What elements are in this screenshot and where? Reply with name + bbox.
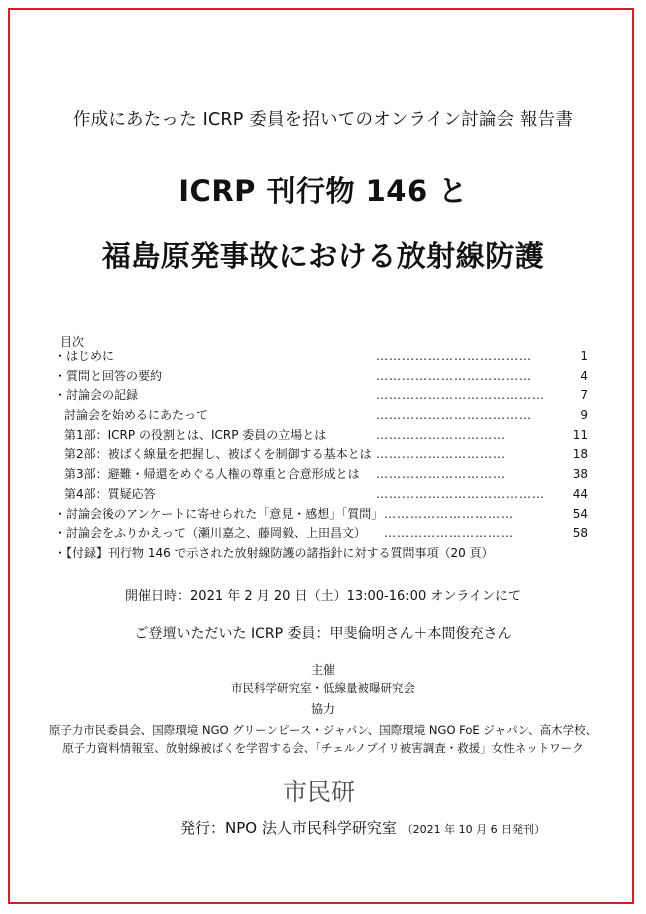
toc-item-page: 11: [572, 427, 588, 442]
toc-item-label: 第2部：被ばく線量を把握し、被ばくを制御する基本とは: [64, 447, 372, 462]
cooperation-heading: 協力: [310, 702, 335, 716]
toc-leader-dots: …………………………: [384, 526, 514, 541]
event-date: 開催日時：2021 年 2 月 20 日（土）13:00-16:00 オンラインにて: [125, 589, 521, 604]
toc-item-page: 7: [580, 388, 588, 403]
toc-leader-dots: …………………………………: [376, 388, 545, 403]
toc-item: [54, 406, 614, 426]
toc-item-label: 第1部：ICRP の役割とは、ICRP 委員の立場とは: [64, 427, 327, 442]
toc-leader-dots: …………………………: [376, 447, 506, 462]
table-of-contents: [54, 347, 614, 544]
toc-leader-dots: ………………………………: [376, 368, 532, 383]
report-subtitle: 作成にあたった ICRP 委員を招いてのオンライン討論会 報告書: [72, 110, 574, 130]
toc-item: [54, 445, 614, 465]
toc-appendix: ・【付録】刊行物 146 で示された放射線防護の諸指針に対する質問事項（20 頁）: [54, 546, 494, 560]
toc-item-label: ・質問と回答の要約: [54, 368, 163, 383]
toc-item-page: 1: [580, 349, 588, 363]
toc-item-page: 54: [572, 506, 588, 521]
toc-leader-dots: ………………………………: [376, 408, 532, 423]
toc-leader-dots: …………………………: [384, 506, 514, 521]
toc-item: [54, 367, 614, 387]
toc-leader-dots: ………………………………: [376, 349, 532, 363]
toc-item: [54, 426, 614, 446]
toc-item-label: 第4部：質疑応答: [64, 486, 156, 501]
toc-item-page: 58: [572, 526, 588, 541]
host-organizations: 市民科学研究室・低線量被曝研究会: [231, 681, 415, 695]
toc-item: [54, 485, 614, 505]
shiminken-logo: [278, 770, 360, 810]
toc-item: [54, 347, 614, 367]
logo-text: 市民研: [283, 778, 355, 806]
toc-item-page: 44: [572, 486, 588, 501]
toc-item-label: ・討論会の記録: [54, 388, 139, 403]
toc-item-label: ・はじめに: [54, 349, 115, 363]
toc-item-page: 4: [580, 368, 588, 383]
cooperation-line-2: 原子力資料情報室、放射線被ばくを学習する会、「チェルノブイリ被害調査・救援」女性ネットワーク: [62, 741, 584, 755]
report-title-line1: ICRP 刊行物 146 と: [178, 174, 468, 208]
toc-item: [54, 524, 614, 544]
toc-heading: 目次: [60, 335, 85, 349]
toc-item-label: ・討論会後のアンケートに寄せられた「意見・感想」「質問」: [54, 506, 384, 521]
toc-leader-dots: …………………………………: [376, 486, 545, 501]
toc-item: [54, 505, 614, 525]
toc-leader-dots: …………………………: [376, 427, 506, 442]
publisher-name: 発行：NPO 法人市民科学研究室: [180, 819, 397, 837]
toc-item-page: 38: [572, 467, 588, 482]
cooperation-line-1: 原子力市民委員会、国際環境 NGO グリーンピース・ジャパン、国際環境 NGO FoE ジャパン、高木学校、: [48, 723, 598, 737]
toc-item-label: ・討論会をふりかえって（瀬川嘉之、藤岡毅、上田昌文）: [54, 526, 367, 541]
publisher-line: [180, 817, 545, 838]
toc-item: [54, 386, 614, 406]
publication-date: （2021 年 10 月 6 日発刊）: [401, 823, 546, 836]
toc-item: [54, 465, 614, 485]
event-guests: ご登壇いただいた ICRP 委員：甲斐倫明さん＋本間俊充さん: [134, 626, 512, 642]
toc-item-label: 第3部：避難・帰還をめぐる人権の尊重と合意形成とは: [64, 467, 360, 482]
toc-leader-dots: …………………………: [376, 467, 506, 482]
host-heading: 主催: [310, 663, 335, 677]
toc-item-page: 9: [580, 408, 588, 423]
report-title-line2: 福島原発事故における放射線防護: [101, 239, 545, 273]
toc-item-page: 18: [572, 447, 588, 462]
toc-item-label: 討論会を始めるにあたって: [64, 408, 209, 423]
